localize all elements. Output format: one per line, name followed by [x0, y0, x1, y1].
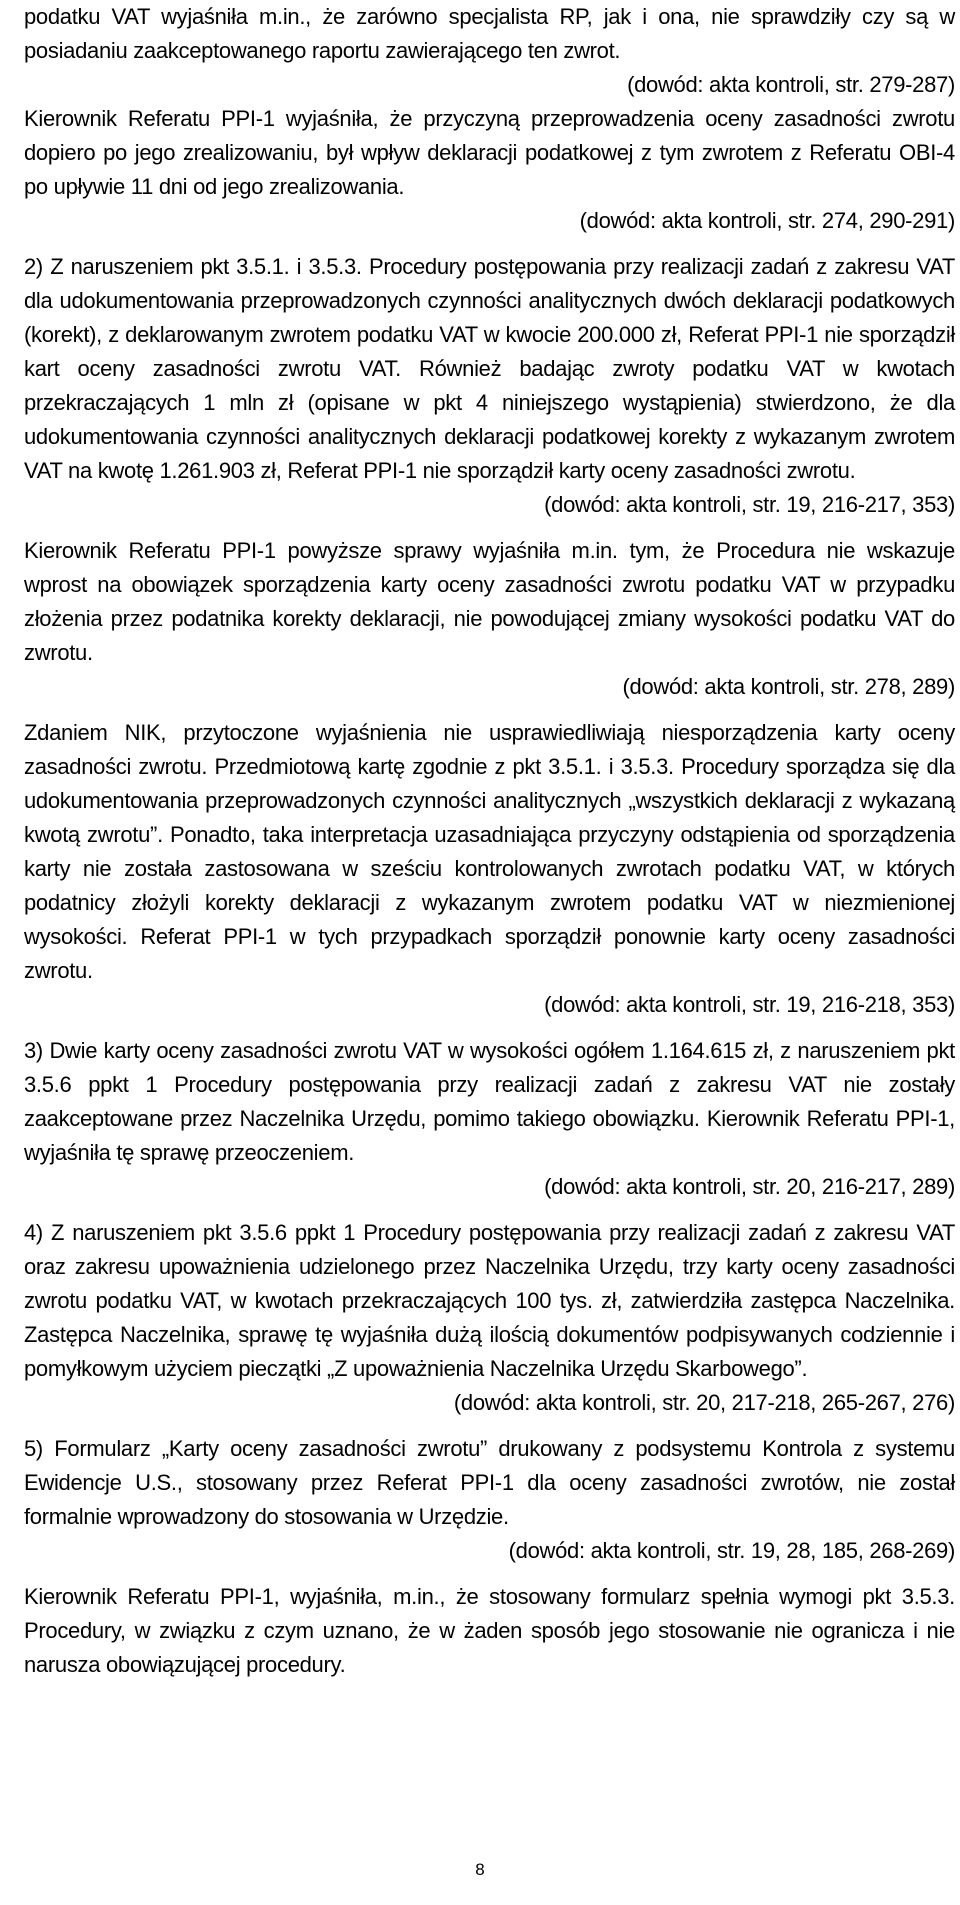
evidence-citation: (dowód: akta kontroli, str. 20, 216-217, 289)	[544, 1174, 955, 1199]
paragraph: 3) Dwie karty oceny zasadności zwrotu VAT w wysokości ogółem 1.164.615 zł, z naruszeniem pkt 3.5.6 ppkt 1 Procedury postępowania przy realizacji zadań z zakresu VAT nie zostały zaakceptowane przez Naczelnika Urzędu, pomimo takiego obowiązku. Kierownik Referatu PPI-1, wyjaśniła tę sprawę przeoczeniem.	[24, 1038, 955, 1165]
page-number: 8	[475, 1860, 485, 1879]
paragraph: podatku VAT wyjaśniła m.in., że zarówno specjalista RP, jak i ona, nie sprawdziły czy są w posiadaniu zaakceptowanego raportu zawierającego ten zwrot.	[24, 4, 955, 63]
paragraph: Kierownik Referatu PPI-1, wyjaśniła, m.in., że stosowany formularz spełnia wymogi pkt 3.5.3. Procedury, w związku z czym uznano, że w żaden sposób jego stosowanie nie ogranicza i nie narusza obowiązującej procedury.	[24, 1584, 955, 1677]
paragraph: 4) Z naruszeniem pkt 3.5.6 ppkt 1 Procedury postępowania przy realizacji zadań z zakresu VAT oraz zakresu upoważnienia udzielonego przez Naczelnika Urzędu, trzy karty oceny zasadności zwrotu podatku VAT, w kwotach przekraczających 100 tys. zł, zatwierdziła zastępca Naczelnika. Zastępca Naczelnika, sprawę tę wyjaśniła dużą ilością dokumentów podpisywanych codziennie i pomyłkowym użyciem pieczątki „Z upoważnienia Naczelnika Urzędu Skarbowego”.	[24, 1220, 955, 1381]
paragraph-gap	[24, 1568, 955, 1580]
paragraph-gap	[24, 238, 955, 250]
paragraph-gap	[24, 704, 955, 716]
paragraph: Kierownik Referatu PPI-1 powyższe sprawy wyjaśniła m.in. tym, że Procedura nie wskazuje wprost na obowiązek sporządzenia karty oceny zasadności zwrotu podatku VAT w przypadku złożenia przez podatnika korekty deklaracji, nie powodującej zmiany wysokości podatku VAT do zwrotu.	[24, 538, 955, 665]
document-page	[24, 0, 955, 1682]
evidence-citation: (dowód: akta kontroli, str. 278, 289)	[622, 674, 955, 699]
paragraph-gap	[24, 1022, 955, 1034]
evidence-citation: (dowód: akta kontroli, str. 19, 216-217, 353)	[544, 492, 955, 517]
evidence-citation: (dowód: akta kontroli, str. 19, 216-218, 353)	[544, 992, 955, 1017]
evidence-citation: (dowód: akta kontroli, str. 19, 28, 185, 268-269)	[508, 1538, 955, 1563]
paragraph: Zdaniem NIK, przytoczone wyjaśnienia nie usprawiedliwiają niesporządzenia karty oceny zasadności zwrotu. Przedmiotową kartę zgodnie z pkt 3.5.1. i 3.5.3. Procedury sporządza się dla udokumentowania przeprowadzonych czynności analitycznych „wszystkich deklaracji z wykazaną kwotą zwrotu”. Ponadto, taka interpretacja uzasadniająca przyczyny odstąpienia od sporządzenia karty nie została zastosowana w sześciu kontrolowanych zwrotach podatku VAT, w których podatnicy złożyli korekty deklaracji z wykazanym zwrotem podatku VAT w niezmienionej wysokości. Referat PPI-1 w tych przypadkach sporządził ponownie karty oceny zasadności zwrotu.	[24, 720, 955, 983]
paragraph-gap	[24, 1204, 955, 1216]
paragraph: 5) Formularz „Karty oceny zasadności zwrotu” drukowany z podsystemu Kontrola z systemu Ewidencje U.S., stosowany przez Referat PPI-1 dla oceny zasadności zwrotów, nie został formalnie wprowadzony do stosowania w Urzędzie.	[24, 1436, 955, 1529]
evidence-citation: (dowód: akta kontroli, str. 274, 290-291)	[579, 208, 955, 233]
evidence-citation: (dowód: akta kontroli, str. 279-287)	[627, 72, 955, 97]
paragraph-gap	[24, 1420, 955, 1432]
paragraph-gap	[24, 522, 955, 534]
paragraph: 2) Z naruszeniem pkt 3.5.1. i 3.5.3. Procedury postępowania przy realizacji zadań z zakresu VAT dla udokumentowania przeprowadzonych czynności analitycznych dwóch deklaracji podatkowych (korekt), z deklarowanym zwrotem podatku VAT w kwocie 200.000 zł, Referat PPI-1 nie sporządził kart oceny zasadności zwrotu VAT. Również badając zwroty podatku VAT w kwotach przekraczających 1 mln zł (opisane w pkt 4 niniejszego wystąpienia) stwierdzono, że dla udokumentowania czynności analitycznych deklaracji podatkowej korekty z wykazanym zwrotem VAT na kwotę 1.261.903 zł, Referat PPI-1 nie sporządził karty oceny zasadności zwrotu.	[24, 254, 955, 483]
evidence-citation: (dowód: akta kontroli, str. 20, 217-218, 265-267, 276)	[453, 1390, 955, 1415]
paragraph: Kierownik Referatu PPI-1 wyjaśniła, że przyczyną przeprowadzenia oceny zasadności zwrotu dopiero po jego zrealizowaniu, był wpływ deklaracji podatkowej z tym zwrotem z Referatu OBI-4 po upływie 11 dni od jego zrealizowania.	[24, 106, 955, 199]
